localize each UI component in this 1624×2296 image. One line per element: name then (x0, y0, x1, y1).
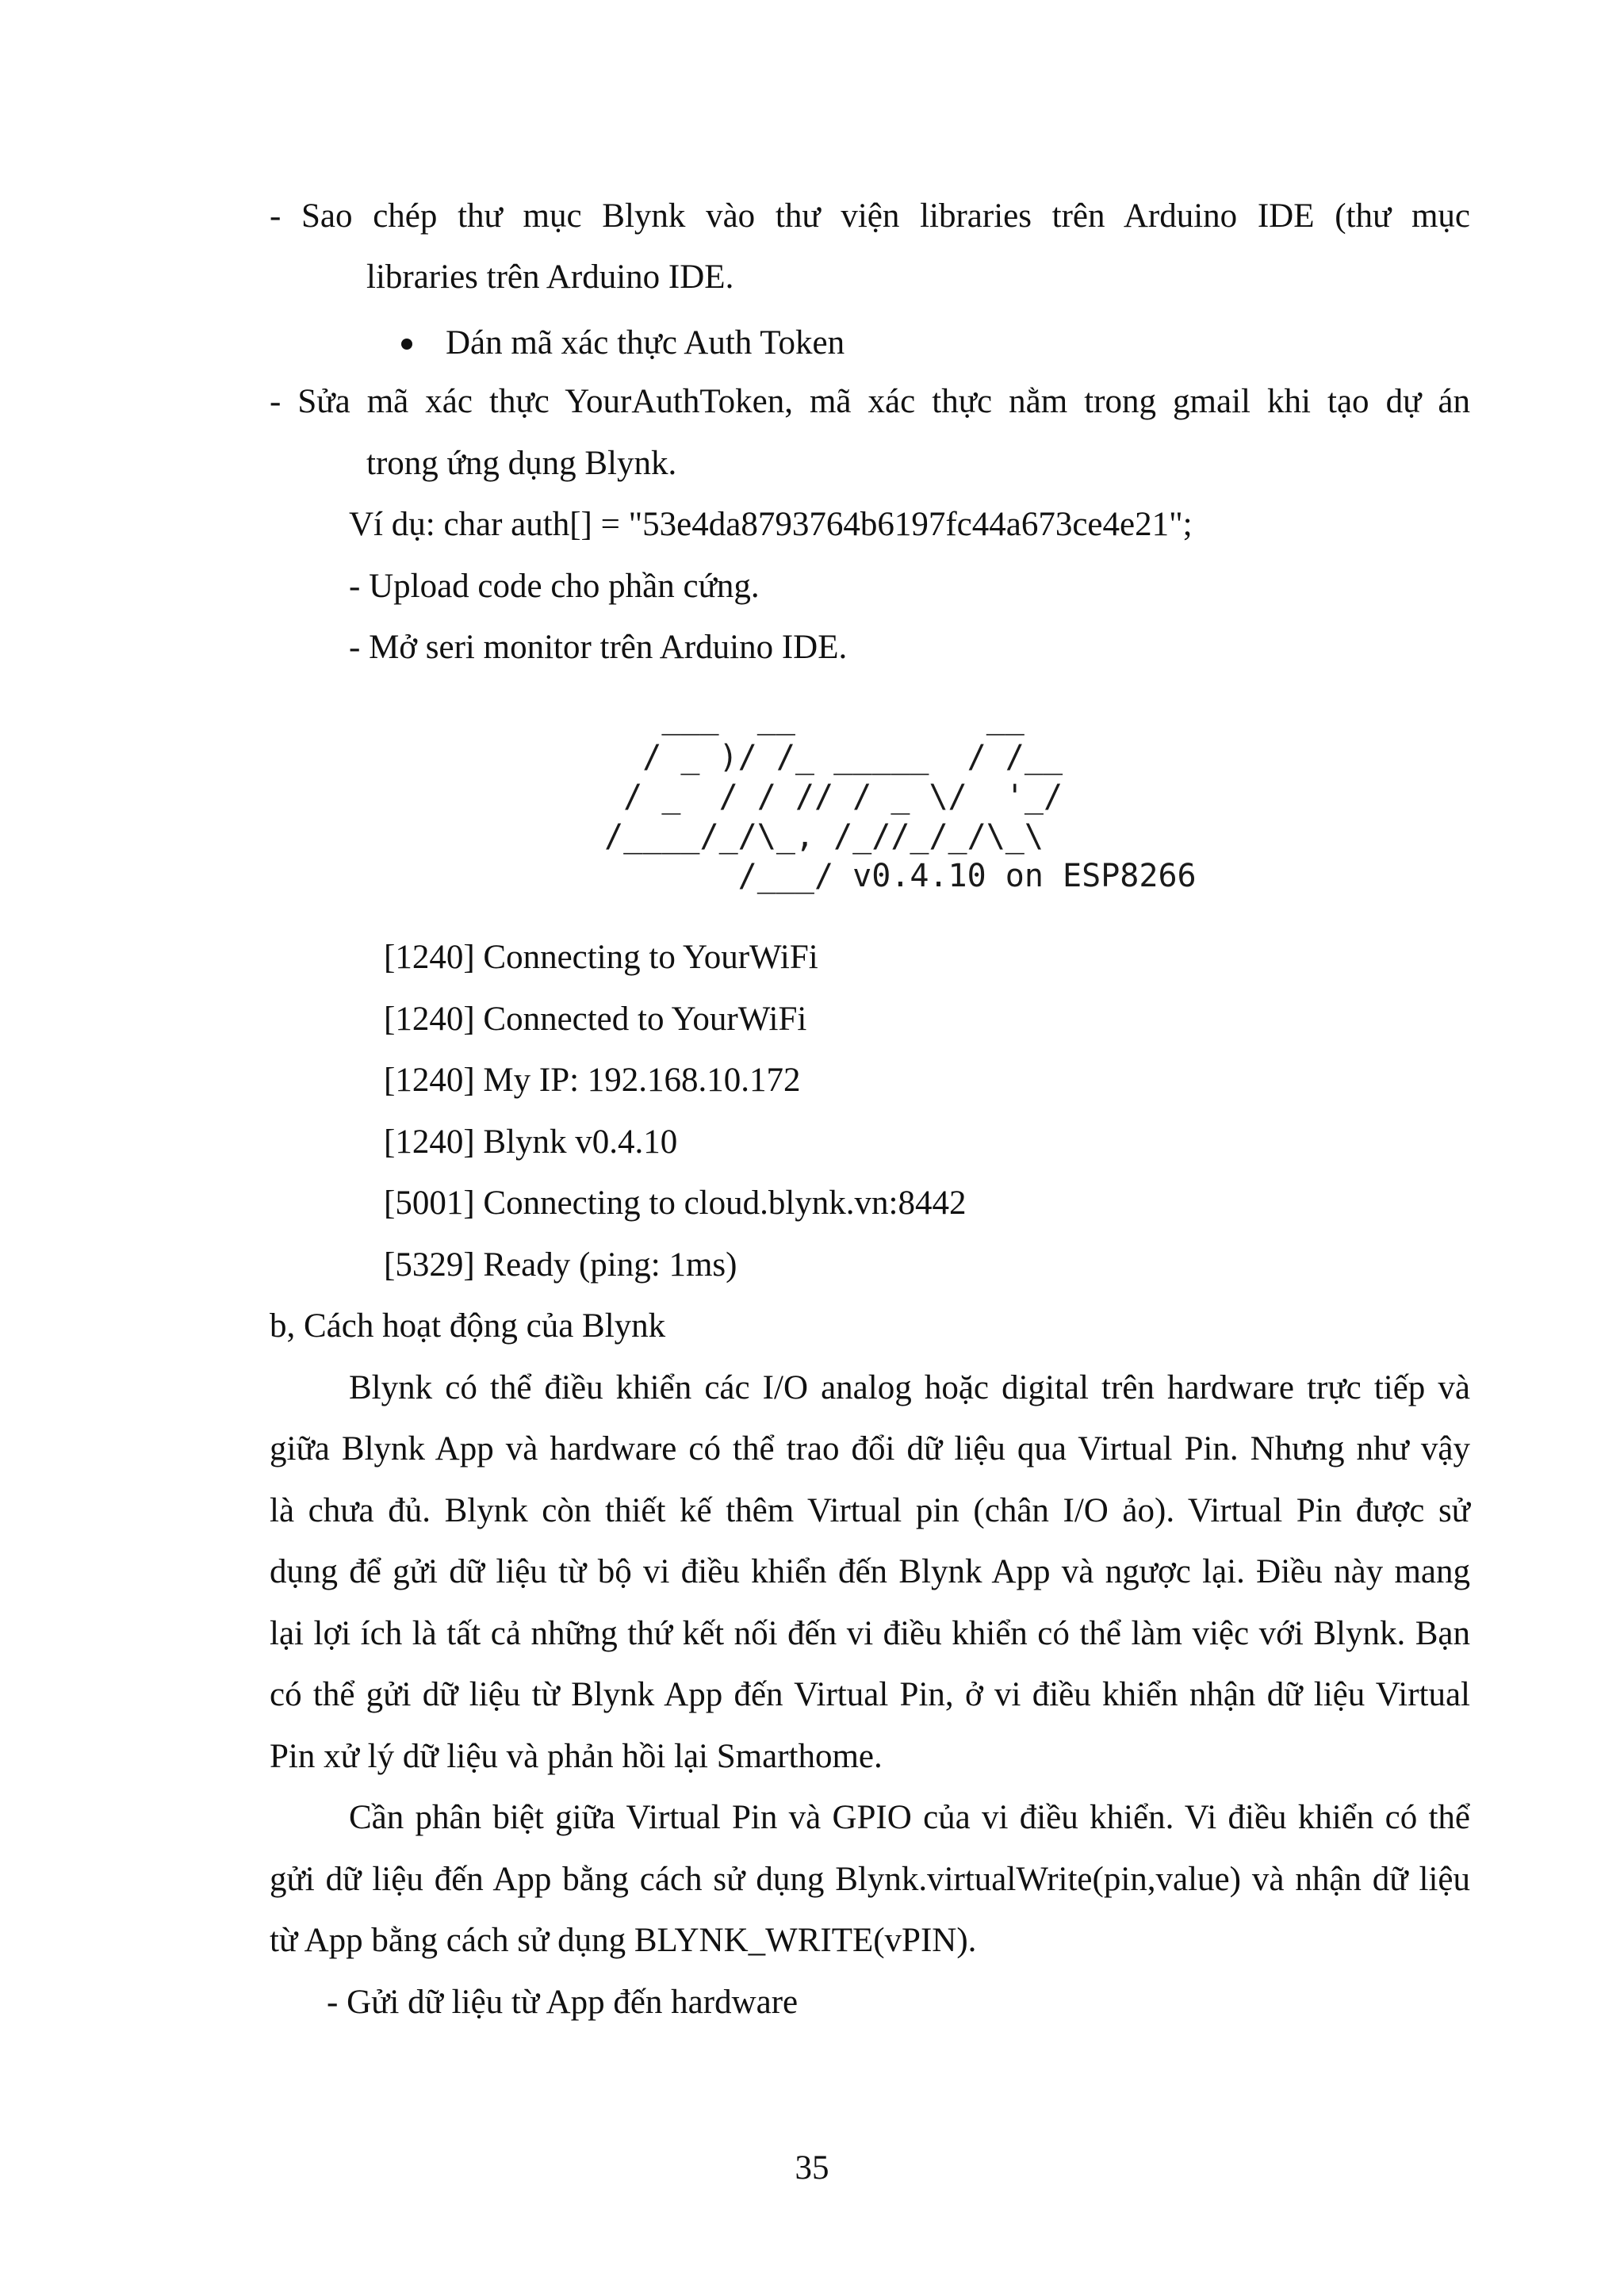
list-item: - Gửi dữ liệu từ App đến hardware (327, 1984, 799, 2021)
auth-example: Ví dụ: char auth[] = "53e4da8793764b6197fc44a673ce4e21"; (349, 506, 1193, 543)
edit-token-step-line2: trong ứng dụng Blynk. (366, 445, 677, 482)
paragraph1-line: giữa Blynk App và hardware có thể trao đổi dữ liệu qua Virtual Pin. Nhưng như vậy (270, 1430, 1470, 1468)
paragraph1-line: Blynk có thể điều khiển các I/O analog hoặc digital trên hardware trực tiếp và (349, 1369, 1470, 1406)
paragraph1-line: lại lợi ích là tất cả những thứ kết nối đến vi điều khiển có thể làm việc với Blynk. Bạn (270, 1615, 1470, 1652)
open-monitor-step: - Mở seri monitor trên Arduino IDE. (349, 629, 848, 666)
paste-token-bullet: Dán mã xác thực Auth Token (446, 324, 845, 362)
blynk-ascii-logo: ___ __ __ / _ )/ /_ _____ / /__ / _ / / // / _ \/ '_/ /____/_/\_, /_//_/_/\_\ /___/ v0.4.10 on ESP8266 (604, 699, 1197, 894)
log-line: [5001] Connecting to cloud.blynk.vn:8442 (384, 1184, 967, 1222)
paragraph1-line: là chưa đủ. Blynk còn thiết kế thêm Virtual pin (chân I/O ảo). Virtual Pin được sử (270, 1492, 1470, 1529)
paragraph1-line: Pin xử lý dữ liệu và phản hồi lại Smarthome. (270, 1738, 883, 1775)
paragraph2-line: Cần phân biệt giữa Virtual Pin và GPIO của vi điều khiển. Vi điều khiển có thể (349, 1799, 1470, 1836)
bullet-dot-icon (401, 339, 412, 350)
edit-token-step-line1: - Sửa mã xác thực YourAuthToken, mã xác thực nằm trong gmail khi tạo dự án (270, 383, 1470, 420)
log-line: [5329] Ready (ping: 1ms) (384, 1246, 737, 1284)
copy-folder-step-line2: libraries trên Arduino IDE. (366, 258, 734, 296)
paragraph2-line: gửi dữ liệu đến App bằng cách sử dụng Blynk.virtualWrite(pin,value) và nhận dữ liệu (270, 1861, 1470, 1898)
section-heading: b, Cách hoạt động của Blynk (270, 1307, 666, 1345)
log-line: [1240] My IP: 192.168.10.172 (384, 1062, 801, 1099)
copy-folder-step-line1: - Sao chép thư mục Blynk vào thư viện libraries trên Arduino IDE (thư mục (270, 197, 1470, 235)
paragraph1-line: có thể gửi dữ liệu từ Blynk App đến Virtual Pin, ở vi điều khiển nhận dữ liệu Virtual (270, 1676, 1470, 1713)
page-number: 35 (795, 2149, 829, 2187)
paragraph2-line: từ App bằng cách sử dụng BLYNK_WRITE(vPIN). (270, 1922, 977, 1959)
log-line: [1240] Connecting to YourWiFi (384, 939, 818, 976)
upload-step: - Upload code cho phần cứng. (349, 568, 760, 605)
log-line: [1240] Connected to YourWiFi (384, 1001, 807, 1038)
log-line: [1240] Blynk v0.4.10 (384, 1123, 678, 1161)
paragraph1-line: dụng để gửi dữ liệu từ bộ vi điều khiển đến Blynk App và ngược lại. Điều này mang (270, 1553, 1470, 1590)
